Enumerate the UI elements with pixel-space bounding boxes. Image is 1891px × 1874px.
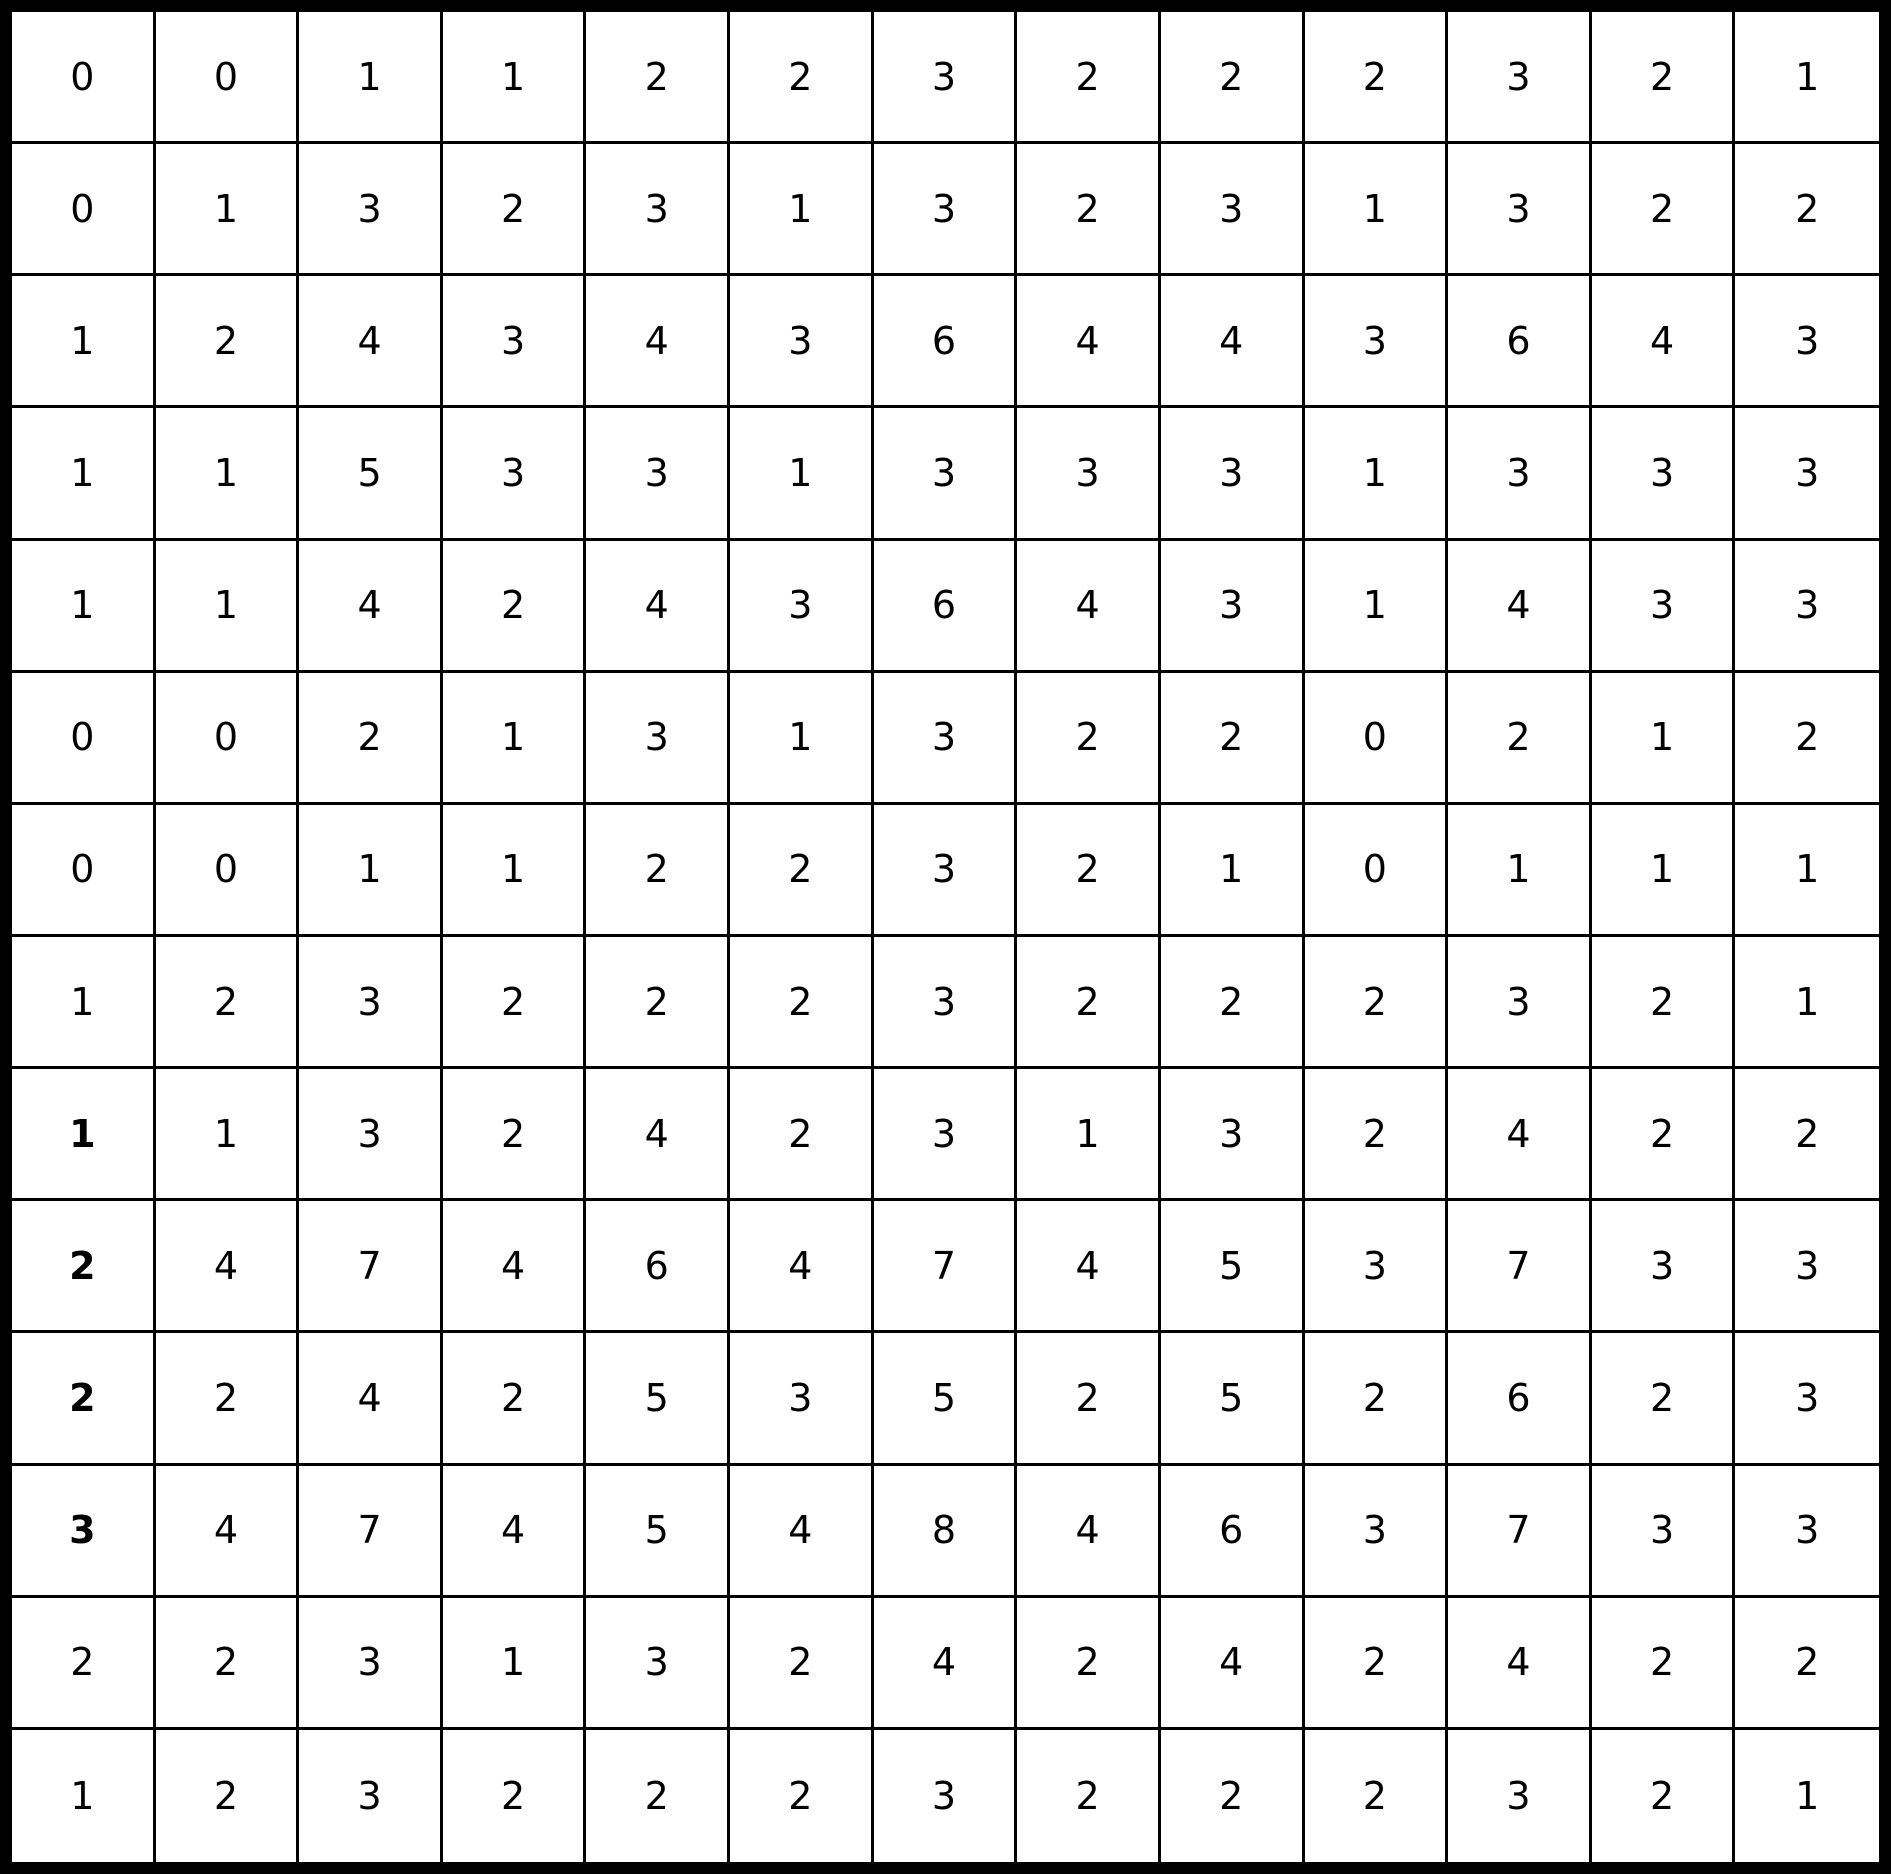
grid-cell: 4 xyxy=(443,1201,587,1333)
grid-cell: 3 xyxy=(730,1333,874,1465)
grid-cell: 6 xyxy=(1448,1333,1592,1465)
grid-cell: 3 xyxy=(12,1466,156,1598)
grid-cell: 2 xyxy=(1305,1730,1449,1862)
grid-cell: 1 xyxy=(12,1069,156,1201)
grid-cell: 2 xyxy=(586,1730,730,1862)
grid-cell: 2 xyxy=(12,1201,156,1333)
grid-cell: 7 xyxy=(299,1201,443,1333)
grid-cell: 3 xyxy=(1592,408,1736,540)
grid-cell: 3 xyxy=(1448,408,1592,540)
grid-cell: 4 xyxy=(586,1069,730,1201)
grid-cell: 2 xyxy=(1017,805,1161,937)
grid-cell: 4 xyxy=(730,1201,874,1333)
grid-cell: 7 xyxy=(1448,1201,1592,1333)
grid-cell: 3 xyxy=(1305,1466,1449,1598)
grid-cell: 4 xyxy=(299,276,443,408)
grid-cell: 2 xyxy=(730,1598,874,1730)
grid-cell: 3 xyxy=(299,144,443,276)
grid-cell: 1 xyxy=(12,276,156,408)
grid-cell: 3 xyxy=(1305,276,1449,408)
grid-cell: 1 xyxy=(1305,541,1449,673)
grid-cell: 2 xyxy=(586,937,730,1069)
grid-cell: 2 xyxy=(1017,144,1161,276)
grid-cell: 3 xyxy=(586,673,730,805)
grid-cell: 6 xyxy=(586,1201,730,1333)
grid-cell: 3 xyxy=(1592,1201,1736,1333)
grid-cell: 2 xyxy=(1448,673,1592,805)
grid-cell: 4 xyxy=(1448,1069,1592,1201)
grid-cell: 1 xyxy=(1305,144,1449,276)
grid-cell: 3 xyxy=(1735,1333,1879,1465)
grid-cell: 3 xyxy=(1592,1466,1736,1598)
grid-cell: 2 xyxy=(443,937,587,1069)
grid-cell: 2 xyxy=(730,12,874,144)
grid-cell: 3 xyxy=(299,1069,443,1201)
grid-cell: 4 xyxy=(1448,541,1592,673)
grid-cell: 3 xyxy=(874,805,1018,937)
grid-cell: 3 xyxy=(443,408,587,540)
grid-cell: 2 xyxy=(1305,937,1449,1069)
grid-cell: 6 xyxy=(1448,276,1592,408)
grid-cell: 7 xyxy=(299,1466,443,1598)
grid-cell: 1 xyxy=(12,541,156,673)
grid-cell: 3 xyxy=(874,1069,1018,1201)
grid-cell: 4 xyxy=(1017,541,1161,673)
grid-cell: 4 xyxy=(1017,1466,1161,1598)
grid-cell: 1 xyxy=(730,673,874,805)
grid-cell: 1 xyxy=(443,805,587,937)
grid-cell: 2 xyxy=(730,805,874,937)
grid-cell: 1 xyxy=(443,1598,587,1730)
grid-cell: 3 xyxy=(586,408,730,540)
grid-cell: 1 xyxy=(1735,12,1879,144)
grid-cell: 2 xyxy=(730,937,874,1069)
grid-cell: 2 xyxy=(730,1730,874,1862)
grid-cell: 1 xyxy=(730,144,874,276)
grid-cell: 2 xyxy=(1305,12,1449,144)
grid-cell: 2 xyxy=(443,1069,587,1201)
grid-cell: 1 xyxy=(1017,1069,1161,1201)
grid-cell: 2 xyxy=(1735,1069,1879,1201)
grid-cell: 1 xyxy=(1592,673,1736,805)
grid-cell: 4 xyxy=(730,1466,874,1598)
grid-cell: 2 xyxy=(1305,1333,1449,1465)
grid-cell: 2 xyxy=(156,1730,300,1862)
grid-cell: 4 xyxy=(1017,276,1161,408)
grid-cell: 1 xyxy=(156,541,300,673)
grid-cell: 0 xyxy=(12,12,156,144)
grid-cell: 2 xyxy=(1735,1598,1879,1730)
grid-cell: 0 xyxy=(12,673,156,805)
grid-cell: 2 xyxy=(1017,937,1161,1069)
grid-cell: 2 xyxy=(1592,1730,1736,1862)
grid-cell: 0 xyxy=(12,805,156,937)
grid-cell: 2 xyxy=(299,673,443,805)
grid-cell: 3 xyxy=(730,276,874,408)
grid-cell: 1 xyxy=(299,805,443,937)
grid-cell: 3 xyxy=(1448,1730,1592,1862)
grid-cell: 2 xyxy=(1017,1730,1161,1862)
grid-cell: 3 xyxy=(586,1598,730,1730)
grid-cell: 2 xyxy=(443,1333,587,1465)
grid-cell: 2 xyxy=(586,12,730,144)
grid-cell: 2 xyxy=(1735,673,1879,805)
grid-cell: 4 xyxy=(586,541,730,673)
grid-cell: 2 xyxy=(1735,144,1879,276)
grid-cell: 2 xyxy=(1161,673,1305,805)
grid-cell: 3 xyxy=(1017,408,1161,540)
grid-cell: 3 xyxy=(1735,408,1879,540)
grid-cell: 6 xyxy=(874,541,1018,673)
grid-cell: 2 xyxy=(1161,1730,1305,1862)
grid-cell: 1 xyxy=(443,12,587,144)
grid-cell: 2 xyxy=(1017,673,1161,805)
grid-cell: 3 xyxy=(1448,12,1592,144)
grid-cell: 3 xyxy=(1161,1069,1305,1201)
grid-cell: 7 xyxy=(1448,1466,1592,1598)
grid-cell: 1 xyxy=(1735,805,1879,937)
grid-cell: 1 xyxy=(156,144,300,276)
grid-cell: 3 xyxy=(299,1598,443,1730)
grid-cell: 1 xyxy=(1592,805,1736,937)
grid-cell: 0 xyxy=(156,12,300,144)
grid-cell: 1 xyxy=(730,408,874,540)
grid-cell: 4 xyxy=(874,1598,1018,1730)
grid-cell: 1 xyxy=(1305,408,1449,540)
grid-cell: 2 xyxy=(156,937,300,1069)
grid-cell: 5 xyxy=(299,408,443,540)
grid-cell: 0 xyxy=(1305,673,1449,805)
grid-cell: 3 xyxy=(874,12,1018,144)
grid-cell: 6 xyxy=(1161,1466,1305,1598)
grid-cell: 3 xyxy=(1735,1201,1879,1333)
grid-cell: 4 xyxy=(443,1466,587,1598)
grid-cell: 4 xyxy=(299,1333,443,1465)
grid-cell: 3 xyxy=(874,408,1018,540)
grid-cell: 1 xyxy=(443,673,587,805)
grid-cell: 8 xyxy=(874,1466,1018,1598)
grid-cell: 7 xyxy=(874,1201,1018,1333)
grid-cell: 1 xyxy=(12,1730,156,1862)
grid-cell: 3 xyxy=(586,144,730,276)
grid-cell: 1 xyxy=(1795,1773,1820,1818)
grid-cell: 5 xyxy=(1161,1333,1305,1465)
grid-cell: 2 xyxy=(1161,937,1305,1069)
grid-cell: 3 xyxy=(874,144,1018,276)
grid-cell: 2 xyxy=(12,1598,156,1730)
grid-cell: 5 xyxy=(874,1333,1018,1465)
grid-cell: 2 xyxy=(1592,1069,1736,1201)
grid-cell: 3 xyxy=(1735,1466,1879,1598)
grid-cell: 1 xyxy=(156,1069,300,1201)
grid-cell: 2 xyxy=(443,144,587,276)
grid-cell: 2 xyxy=(1592,1333,1736,1465)
grid-cell: 0 xyxy=(156,805,300,937)
grid-cell: 2 xyxy=(443,1730,587,1862)
grid-cell: 3 xyxy=(1735,541,1879,673)
grid-cell: 4 xyxy=(586,276,730,408)
grid-cell: 2 xyxy=(1592,144,1736,276)
grid-cell: 4 xyxy=(1017,1201,1161,1333)
grid-cell: 4 xyxy=(1592,276,1736,408)
grid-cell: 3 xyxy=(1735,276,1879,408)
grid-cell: 2 xyxy=(1017,1598,1161,1730)
grid-cell: 3 xyxy=(1161,541,1305,673)
grid-cell: 3 xyxy=(443,276,587,408)
grid-cell: 3 xyxy=(299,1730,443,1862)
grid-cell: 2 xyxy=(1161,12,1305,144)
grid-cell: 3 xyxy=(1448,144,1592,276)
grid-cell: 1 xyxy=(299,12,443,144)
grid-cell: 2 xyxy=(1592,937,1736,1069)
grid-cell: 3 xyxy=(1448,937,1592,1069)
grid-cell: 3 xyxy=(730,541,874,673)
grid-cell: 6 xyxy=(874,276,1018,408)
grid-cell: 2 xyxy=(586,805,730,937)
grid-cell: 3 xyxy=(299,937,443,1069)
grid-cell: 5 xyxy=(586,1466,730,1598)
grid-cell: 1 xyxy=(12,937,156,1069)
grid-cell: 3 xyxy=(1161,408,1305,540)
grid-cell: 1 xyxy=(1161,805,1305,937)
grid-cell: 2 xyxy=(1305,1598,1449,1730)
grid-cell: 2 xyxy=(443,541,587,673)
grid-cell: 2 xyxy=(156,1598,300,1730)
grid-cell: 2 xyxy=(730,1069,874,1201)
grid-cell: 2 xyxy=(156,276,300,408)
grid-cell: 2 xyxy=(12,1333,156,1465)
grid-cell: 4 xyxy=(156,1466,300,1598)
grid-cell: 0 xyxy=(12,144,156,276)
grid-cell: 4 xyxy=(156,1201,300,1333)
grid-cell: 1 xyxy=(1448,805,1592,937)
grid-cell: 4 xyxy=(1161,276,1305,408)
grid-cell: 2 xyxy=(1592,1598,1736,1730)
grid-cell: 5 xyxy=(586,1333,730,1465)
grid-cell: 4 xyxy=(1448,1598,1592,1730)
grid-cell: 2 xyxy=(1592,12,1736,144)
grid-cell: 4 xyxy=(299,541,443,673)
grid-cell: 3 xyxy=(1305,1201,1449,1333)
grid-cell: 3 xyxy=(874,1730,1018,1862)
grid-cell: 4 xyxy=(1161,1598,1305,1730)
grid-cell: 2 xyxy=(1017,12,1161,144)
grid-cell: 2 xyxy=(156,1333,300,1465)
grid-cell: 0 xyxy=(1305,805,1449,937)
grid-cell: 1 xyxy=(1735,937,1879,1069)
grid-cell: 1 xyxy=(12,408,156,540)
grid-cell: 5 xyxy=(1161,1201,1305,1333)
grid-cell: 3 xyxy=(874,673,1018,805)
grid-cell: 3 xyxy=(1592,541,1736,673)
grid-cell: 3 xyxy=(1161,144,1305,276)
grid-cell: 1 xyxy=(156,408,300,540)
number-grid xyxy=(12,12,1879,1862)
grid-cell: 2 xyxy=(1305,1069,1449,1201)
grid-cell: 3 xyxy=(874,937,1018,1069)
grid-cell: 0 xyxy=(156,673,300,805)
grid-cell: 2 xyxy=(1017,1333,1161,1465)
